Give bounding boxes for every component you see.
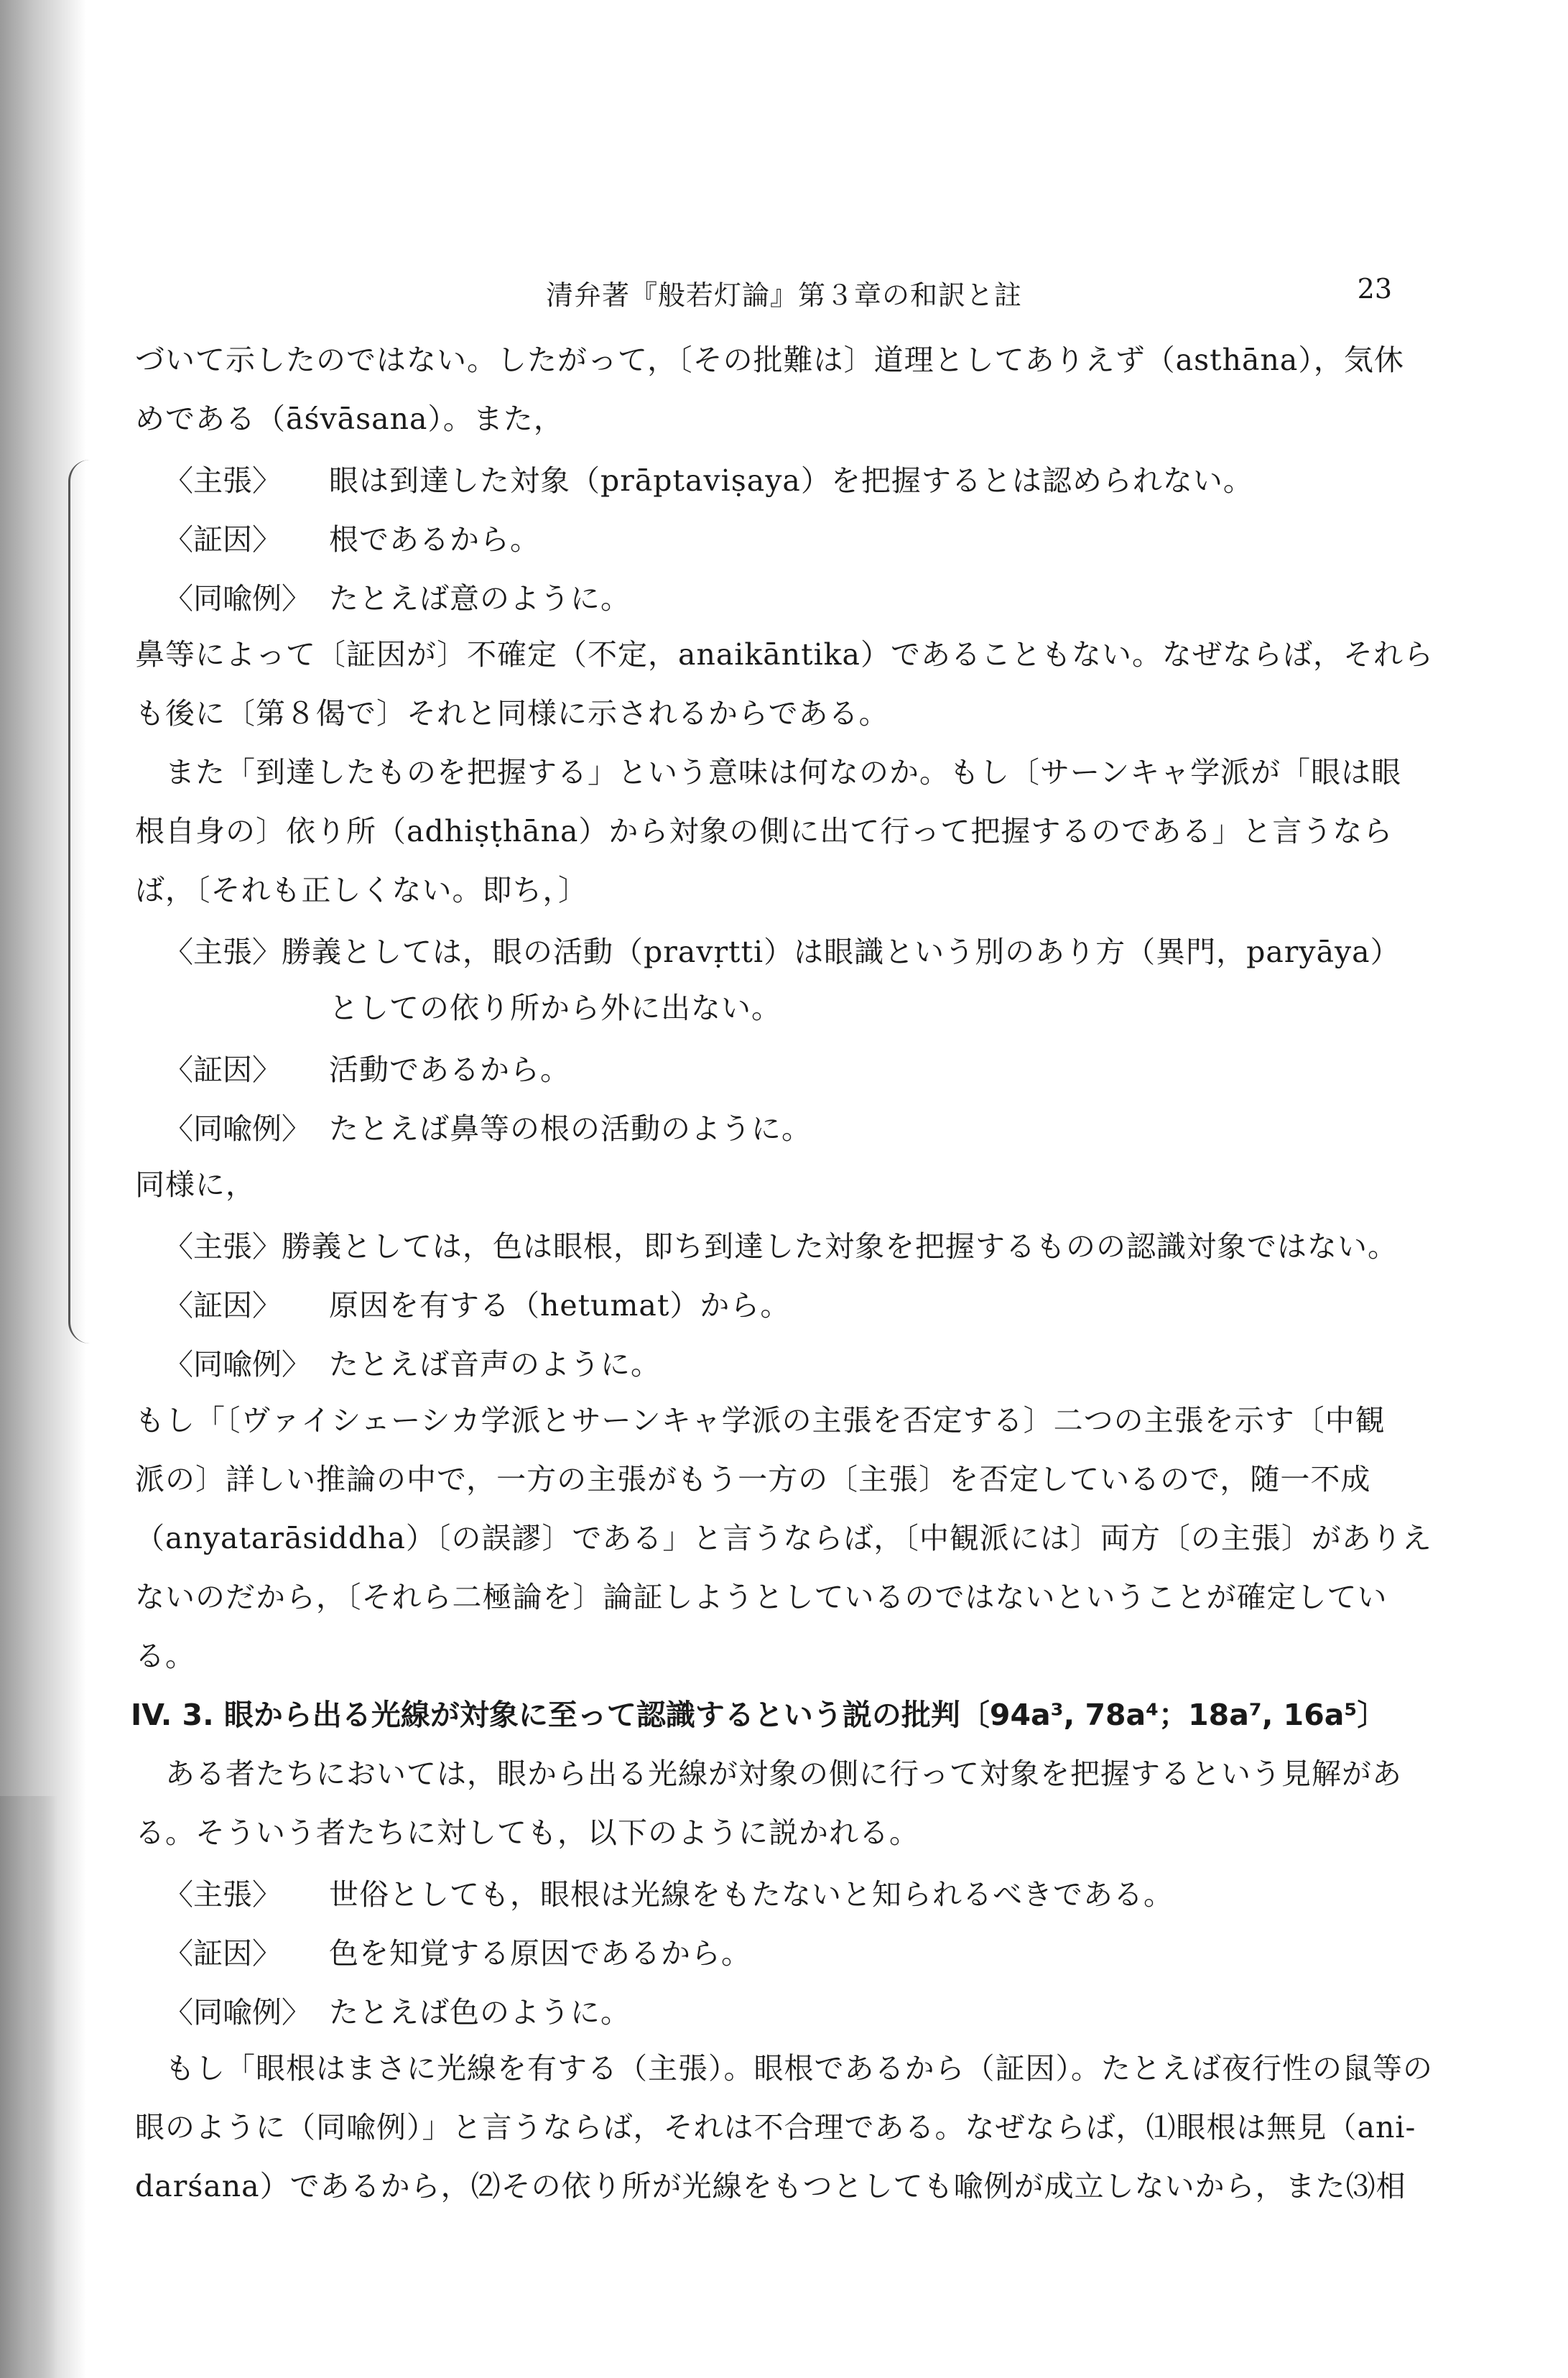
syllogism-label: 〈同喩例〉 [164, 1111, 311, 1146]
paragraph-line: もし「〔ヴァイシェーシカ学派とサーンキャ学派の主張を否定する〕二つの主張を示す〔中観 [135, 1403, 1386, 1438]
syllogism-text: たとえば色のように。 [329, 1994, 631, 2030]
syllogism-label: 〈主張〉 [164, 1229, 282, 1264]
syllogism-example [135, 1980, 1388, 2039]
paragraph-line: る。そういう者たちに対しても，以下のように説かれる。 [135, 1815, 919, 1850]
syllogism-text-continued: としての依り所から外に出ない。 [329, 991, 781, 1025]
paragraph-line: 同様に， [135, 1167, 256, 1202]
paragraph-line: （anyatarāsiddha）〔の誤謬〕である」と言うならば，〔中観派には〕両方〔の主張〕がありえ [135, 1521, 1432, 1555]
paragraph-line: ば，〔それも正しくない。即ち，〕 [135, 873, 588, 907]
syllogism-label: 〈同喩例〉 [164, 1994, 311, 2030]
syllogism-label: 〈証因〉 [164, 1052, 282, 1087]
syllogism-label: 〈証因〉 [164, 522, 282, 557]
syllogism-thesis [135, 920, 1401, 979]
syllogism-reason [135, 507, 1388, 566]
section-heading: IV. 3. 眼から出る光線が対象に至って認識するという説の批判〔94a³, 78a⁴；18a⁷, 16a⁵〕 [131, 1698, 1387, 1732]
paragraph-line: ある者たちにおいては，眼から出る光線が対象の側に行って対象を把握するという見解があ [165, 1757, 1402, 1791]
syllogism-text: 世俗としても，眼根は光線をもたないと知られるべきである。 [329, 1877, 1174, 1912]
syllogism-label: 〈同喩例〉 [164, 1346, 311, 1382]
syllogism-text: 勝義としては，眼の活動（pravṛtti）は眼識という別のあり方（異門，paryāya） [282, 934, 1401, 969]
paragraph-line: も後に〔第８偈で〕それと同様に示されるからである。 [135, 696, 889, 731]
syllogism-label: 〈主張〉 [164, 463, 282, 498]
syllogism-label: 〈証因〉 [164, 1935, 282, 1971]
syllogism-text: たとえば音声のように。 [329, 1346, 661, 1382]
syllogism-example [135, 1096, 1388, 1155]
paragraph-line: 派の〕詳しい推論の中で，一方の主張がもう一方の〔主張〕を否定しているので，随一不成 [135, 1462, 1371, 1496]
page-number: 23 [1357, 273, 1392, 305]
syllogism-thesis [135, 1214, 1398, 1273]
syllogism-text: 色を知覚する原因であるから。 [329, 1935, 751, 1971]
paragraph-line: めである（āśvāsana）。また， [135, 402, 564, 436]
syllogism-thesis [135, 1862, 1388, 1921]
page-body [131, 330, 1434, 2216]
paragraph-line: ないのだから，〔それら二極論を〕論証しようとしているのではないということが確定してい [135, 1580, 1388, 1614]
paragraph-line: る。 [135, 1639, 195, 1673]
syllogism-example [135, 566, 1388, 625]
syllogism-reason [135, 1921, 1388, 1980]
syllogism-text: たとえば鼻等の根の活動のように。 [329, 1111, 812, 1146]
paragraph-line: 根自身の〕依り所（adhiṣṭhāna）から対象の側に出て行って把握するのである」と言うなら [135, 814, 1393, 848]
syllogism-text: 活動であるから。 [329, 1052, 570, 1087]
syllogism-label: 〈証因〉 [164, 1287, 282, 1323]
paragraph-line: また「到達したものを把握する」という意味は何なのか。もし〔サーンキャ学派が「眼は眼 [165, 755, 1402, 790]
syllogism-thesis [135, 448, 1388, 507]
syllogism-reason [135, 1037, 1388, 1096]
paragraph-line: づいて示したのではない。したがって，〔その批難は〕道理としてありえず（asthāna），気休 [135, 343, 1404, 377]
syllogism-text: たとえば意のように。 [329, 580, 631, 616]
syllogism-label: 〈同喩例〉 [164, 580, 311, 616]
scan-shadow-lower [0, 1796, 57, 2378]
paragraph-line: 眼のように（同喩例）」と言うならば，それは不合理である。なぜならば，⑴眼根は無見（ani- [135, 2110, 1416, 2145]
syllogism-example [135, 1332, 1388, 1391]
syllogism-label: 〈主張〉 [164, 934, 282, 969]
running-head: 清弁著『般若灯論』第３章の和訳と註 [545, 279, 1022, 311]
handwritten-bracket-mark [68, 460, 99, 1343]
syllogism-text: 勝義としては，色は眼根，即ち到達した対象を把握するものの認識対象ではない。 [282, 1229, 1398, 1264]
paragraph-line: もし「眼根はまさに光線を有する（主張）。眼根であるから（証因）。たとえば夜行性の鼠等の [165, 2051, 1433, 2086]
syllogism-text: 眼は到達した対象（prāptaviṣaya）を把握するとは認められない。 [329, 463, 1253, 498]
paragraph-line: 鼻等によって〔証因が〕不確定（不定，anaikāntika）であることもない。なぜならば，それら [135, 637, 1434, 672]
syllogism-reason [135, 1273, 1388, 1332]
page-header [0, 273, 1568, 316]
syllogism-text: 根であるから。 [329, 522, 540, 557]
paragraph-line: darśana）であるから，⑵その依り所が光線をもつとしても喩例が成立しないから，また⑶相 [135, 2169, 1406, 2203]
syllogism-text: 原因を有する（hetumat）から。 [329, 1287, 791, 1323]
syllogism-label: 〈主張〉 [164, 1877, 282, 1912]
